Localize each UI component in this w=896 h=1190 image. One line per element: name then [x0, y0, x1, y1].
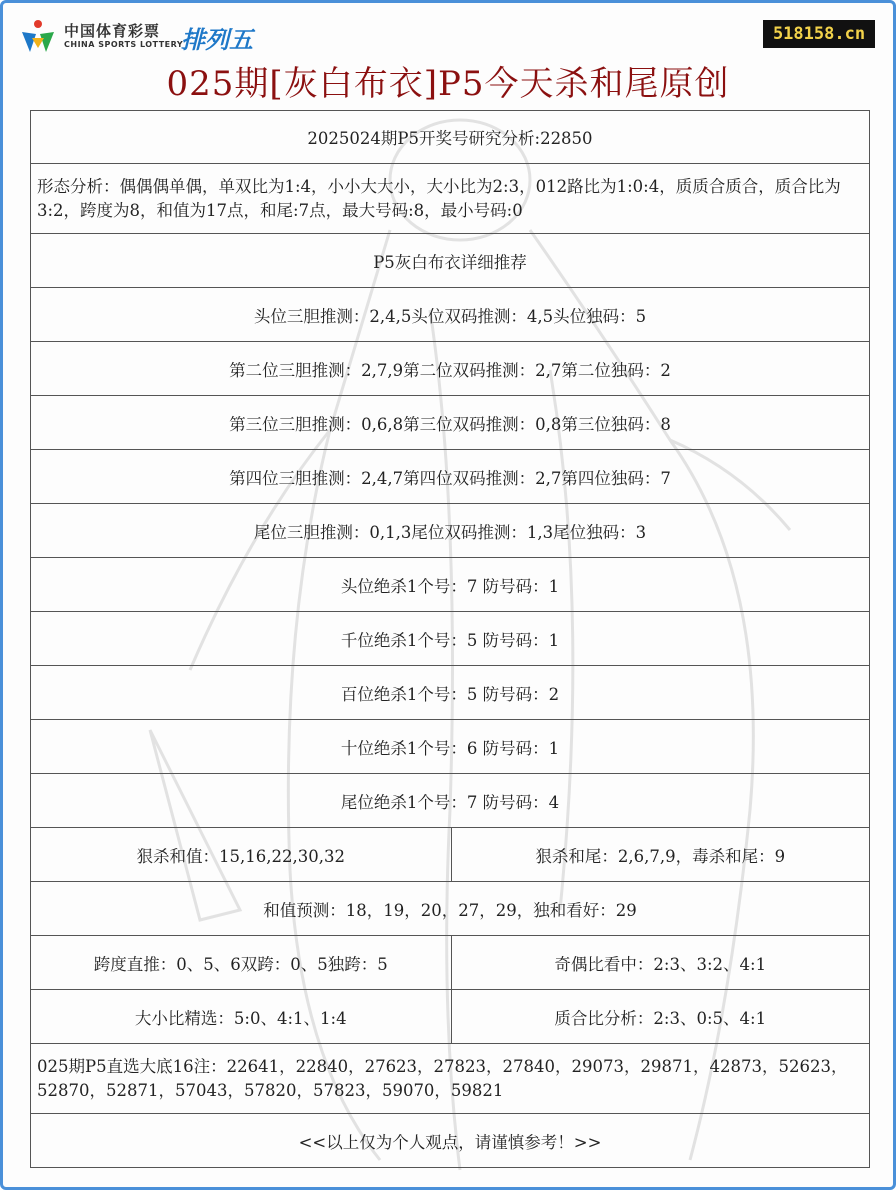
logo-chinese-text: 中国体育彩票	[64, 22, 161, 40]
tail-kill: 狠杀和尾：2,6,7,9，毒杀和尾：9	[535, 846, 786, 866]
span-odd-even-row	[30, 936, 870, 990]
pattern-analysis-row	[30, 164, 870, 234]
kill-1-row	[30, 558, 870, 612]
kill-sum-tail-row	[30, 828, 870, 882]
prediction-table	[30, 110, 870, 1168]
position-5-prediction: 尾位三胆推测：0,1,3尾位双码推测：1,3尾位独码：3	[253, 522, 647, 542]
logo-game-name: 排列五	[181, 26, 253, 54]
base-16-row	[30, 1044, 870, 1114]
position-3-prediction: 第三位三胆推测：0,6,8第三位双码推测：0,8第三位独码：8	[229, 414, 671, 434]
kill-3-row	[30, 666, 870, 720]
sum-kill: 狠杀和值：15,16,22,30,32	[136, 846, 345, 866]
logo-english-text: CHINA SPORTS LOTTERY	[64, 40, 184, 49]
disclaimer-row	[30, 1114, 870, 1168]
position-4-prediction: 第四位三胆推测：2,4,7第四位双码推测：2,7第四位独码：7	[229, 468, 671, 488]
position-3-row	[30, 396, 870, 450]
position-1-row	[30, 288, 870, 342]
base-16-numbers: 025期P5直选大底16注：22641，22840，27623，27823，27840，29073，29871，42873，52623，52870，52871，57043，57820，57823，59070，59821	[37, 1056, 848, 1100]
analysis-title: 2025024期P5开奖号研究分析:22850	[307, 129, 593, 148]
disclaimer: <<以上仅为个人观点，请谨慎参考！>>	[298, 1132, 602, 1152]
recommend-title-row	[30, 234, 870, 288]
position-1-prediction: 头位三胆推测：2,4,5头位双码推测：4,5头位独码：5	[253, 306, 647, 326]
lottery-star-icon	[18, 18, 58, 54]
position-5-row	[30, 504, 870, 558]
position-2-row	[30, 342, 870, 396]
odd-even-ratio: 奇偶比看中：2:3、3:2、4:1	[554, 954, 767, 974]
pattern-analysis: 形态分析：偶偶偶单偶，单双比为1:4，小小大大小，大小比为2:3，012路比为1:0:4，质质合质合，质合比为3:2，跨度为8，和值为17点，和尾:7点，最大号码:8，最小号码:0	[37, 176, 841, 220]
kill-2: 千位绝杀1个号：5 防号码：1	[340, 630, 560, 650]
kill-1: 头位绝杀1个号：7 防号码：1	[340, 576, 560, 596]
kill-4: 十位绝杀1个号：6 防号码：1	[340, 738, 560, 758]
big-small-ratio: 大小比精选：5:0、4:1、1:4	[134, 1008, 347, 1028]
page-title: 025期[灰白布衣]P5今天杀和尾原创	[166, 64, 730, 104]
kill-2-row	[30, 612, 870, 666]
sum-predict: 和值预测：18，19，20，27，29，独和看好：29	[263, 900, 637, 920]
span-predict: 跨度直推：0、5、6双跨：0、5独跨：5	[93, 954, 388, 974]
sum-predict-row	[30, 882, 870, 936]
position-4-row	[30, 450, 870, 504]
kill-5: 尾位绝杀1个号：7 防号码：4	[340, 792, 560, 812]
kill-5-row	[30, 774, 870, 828]
site-badge[interactable]: 518158.cn	[763, 20, 875, 48]
prime-composite-ratio: 质合比分析：2:3、0:5、4:1	[554, 1008, 767, 1028]
lottery-logo	[18, 16, 278, 58]
big-small-prime-row	[30, 990, 870, 1044]
position-2-prediction: 第二位三胆推测：2,7,9第二位双码推测：2,7第二位独码：2	[229, 360, 671, 380]
kill-3: 百位绝杀1个号：5 防号码：2	[340, 684, 560, 704]
analysis-title-row	[30, 110, 870, 164]
recommend-title: P5灰白布衣详细推荐	[373, 252, 527, 272]
kill-4-row	[30, 720, 870, 774]
